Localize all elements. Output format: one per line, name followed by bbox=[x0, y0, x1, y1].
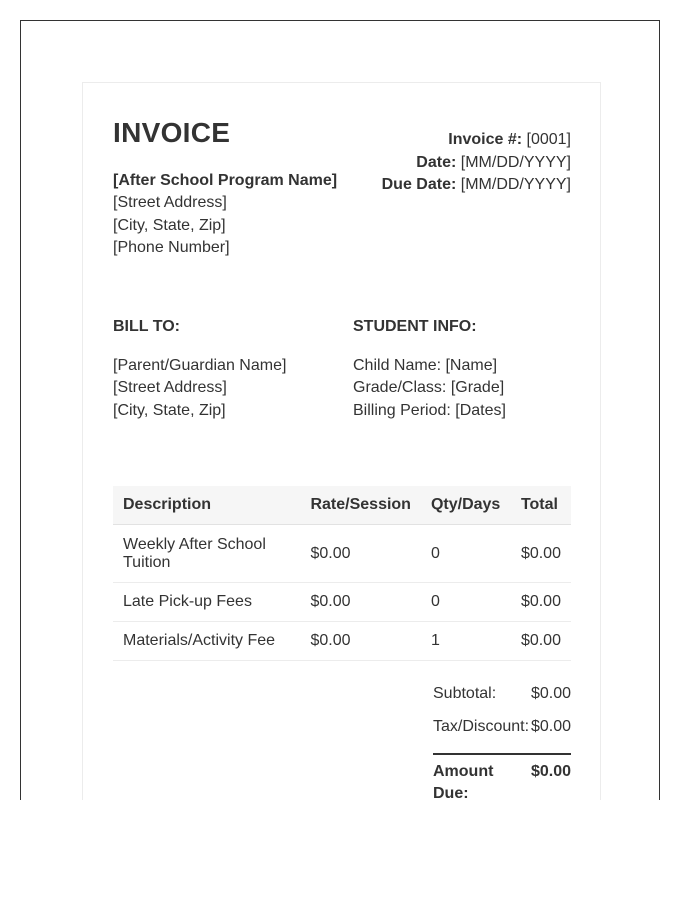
invoice-number-value: [0001] bbox=[526, 131, 571, 148]
invoice-document bbox=[82, 82, 601, 800]
page-frame bbox=[20, 20, 660, 800]
bill-to-city: [City, State, Zip] bbox=[113, 401, 226, 419]
row-description: Materials/Activity Fee bbox=[113, 622, 300, 661]
row-rate: $0.00 bbox=[300, 525, 420, 583]
invoice-due-label: Due Date: bbox=[381, 176, 457, 193]
student-child-name: Child Name: [Name] bbox=[353, 356, 498, 374]
invoice-number-line bbox=[382, 129, 571, 152]
table-header-row bbox=[113, 486, 571, 525]
row-total: $0.00 bbox=[511, 622, 571, 661]
amount-due-row bbox=[433, 753, 571, 800]
invoice-date-label: Date: bbox=[416, 153, 457, 171]
invoice-number-label: Invoice #: bbox=[448, 131, 523, 148]
header-qty: Qty/Days bbox=[421, 486, 511, 525]
invoice-header bbox=[113, 83, 571, 263]
invoice-content bbox=[113, 83, 571, 800]
row-rate: $0.00 bbox=[300, 622, 420, 661]
bill-to-street: [Street Address] bbox=[113, 379, 227, 396]
row-qty: 1 bbox=[421, 622, 511, 661]
amount-due-label: Amount Due: bbox=[433, 763, 494, 800]
company-phone: [Phone Number] bbox=[113, 238, 230, 256]
header-description: Description bbox=[113, 486, 300, 525]
row-qty: 0 bbox=[421, 525, 511, 583]
invoice-due-value: [MM/DD/YYYY] bbox=[460, 176, 571, 193]
bill-to-name: [Parent/Guardian Name] bbox=[113, 356, 287, 374]
table-row bbox=[113, 525, 571, 583]
bill-to-block bbox=[113, 316, 286, 422]
row-total: $0.00 bbox=[511, 583, 571, 622]
company-city: [City, State, Zip] bbox=[113, 216, 226, 234]
invoice-title: INVOICE bbox=[113, 117, 231, 148]
company-street: [Street Address] bbox=[113, 194, 227, 212]
subtotal-label: Subtotal: bbox=[433, 685, 497, 702]
table-row bbox=[113, 622, 571, 661]
student-info-heading: STUDENT INFO: bbox=[353, 318, 477, 335]
subtotal-row bbox=[433, 683, 571, 716]
subtotal-value: $0.00 bbox=[530, 685, 571, 702]
header-total: Total bbox=[511, 486, 571, 525]
invoice-meta bbox=[382, 129, 571, 197]
row-description: Weekly After School Tuition bbox=[113, 525, 300, 583]
invoice-date-line bbox=[382, 152, 571, 175]
line-items-table bbox=[113, 486, 571, 661]
student-billing-period: Billing Period: [Dates] bbox=[353, 401, 506, 419]
totals-section bbox=[433, 683, 571, 800]
student-info-block bbox=[353, 316, 506, 422]
tax-discount-row bbox=[433, 716, 571, 749]
tax-discount-value: $0.00 bbox=[530, 718, 571, 735]
invoice-date-value: [MM/DD/YYYY] bbox=[460, 153, 571, 171]
invoice-due-line bbox=[382, 174, 571, 197]
student-grade: Grade/Class: [Grade] bbox=[353, 379, 505, 396]
company-block bbox=[113, 170, 337, 259]
bill-to-heading: BILL TO: bbox=[113, 318, 180, 335]
table-row bbox=[113, 583, 571, 622]
row-rate: $0.00 bbox=[300, 583, 420, 622]
row-qty: 0 bbox=[421, 583, 511, 622]
tax-discount-label: Tax/Discount: bbox=[433, 718, 530, 735]
company-name: [After School Program Name] bbox=[113, 172, 338, 189]
row-description: Late Pick-up Fees bbox=[113, 583, 300, 622]
row-total: $0.00 bbox=[511, 525, 571, 583]
header-rate: Rate/Session bbox=[300, 486, 420, 525]
amount-due-value: $0.00 bbox=[530, 763, 571, 780]
